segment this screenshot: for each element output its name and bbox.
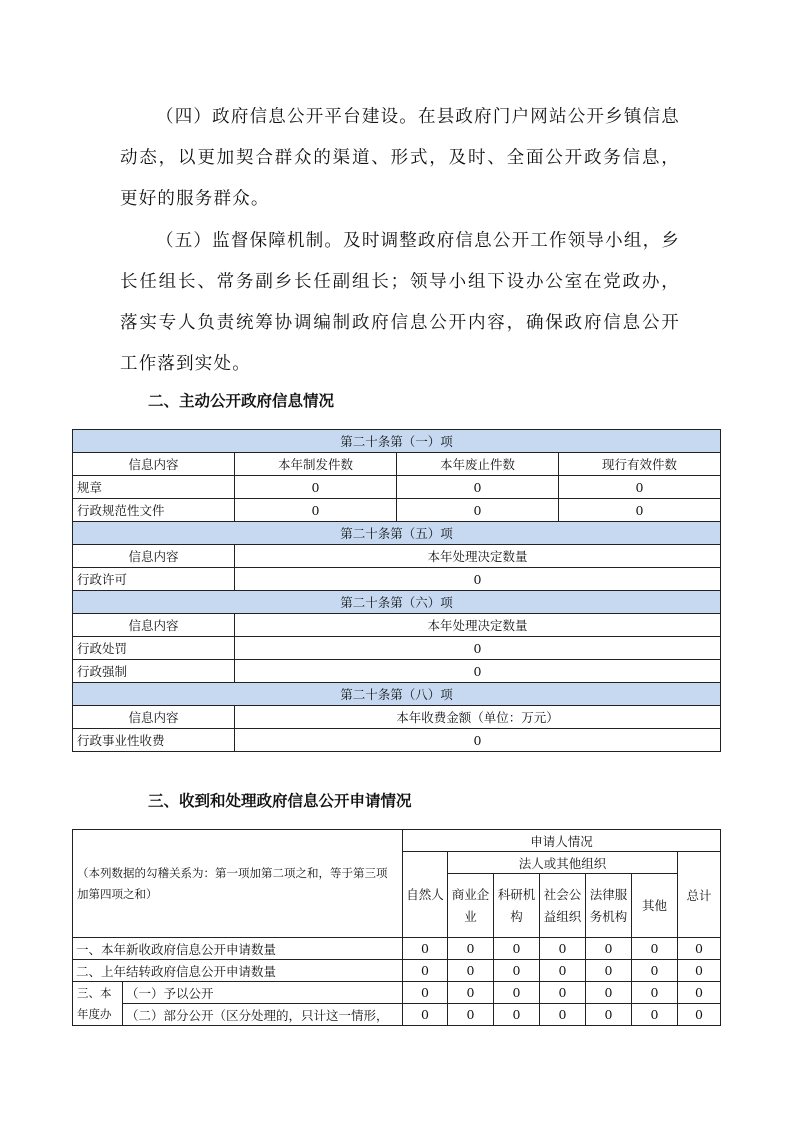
- cell-value: 0: [678, 960, 721, 982]
- cell-value: 0: [678, 982, 721, 1004]
- cell-value: 0: [235, 660, 721, 683]
- col-header: 其他: [632, 874, 678, 938]
- reconciliation-note: （本列数据的勾稽关系为：第一项加第二项之和，等于第三项加第四项之和）: [73, 830, 403, 938]
- cell-value: 0: [235, 499, 397, 522]
- col-header: 商业企业: [448, 874, 494, 938]
- row-label: 行政规范性文件: [73, 499, 235, 522]
- table-row: [73, 476, 721, 499]
- cell-value: 0: [397, 499, 559, 522]
- table-row: [73, 660, 721, 683]
- cell-value: 0: [494, 938, 540, 960]
- cell-value: 0: [403, 1004, 448, 1026]
- cell-value: 0: [559, 499, 721, 522]
- legal-org-header: 法人或其他组织: [448, 852, 678, 874]
- cell-value: 0: [540, 1004, 586, 1026]
- cell-value: 0: [586, 938, 632, 960]
- row-label: 规章: [73, 476, 235, 499]
- col-header: 本年制发件数: [235, 453, 397, 476]
- table-row: [73, 938, 721, 960]
- table-row: [73, 568, 721, 591]
- cell-value: 0: [678, 938, 721, 960]
- cell-value: 0: [540, 982, 586, 1004]
- row-label: 行政处罚: [73, 637, 235, 660]
- col-header: 信息内容: [73, 614, 235, 637]
- table-row: [73, 982, 721, 1004]
- cell-value: 0: [632, 960, 678, 982]
- row-label: 二、上年结转政府信息公开申请数量: [73, 960, 403, 982]
- application-table: [72, 829, 721, 1026]
- row-group-label: 三、本年度办: [73, 982, 123, 1026]
- col-header: 本年废止件数: [397, 453, 559, 476]
- table-row: [73, 729, 721, 752]
- cell-value: 0: [632, 938, 678, 960]
- cell-value: 0: [448, 938, 494, 960]
- section-title: 第二十条第（一）项: [73, 430, 721, 453]
- cell-value: 0: [403, 938, 448, 960]
- cell-value: 0: [586, 982, 632, 1004]
- cell-value: 0: [235, 729, 721, 752]
- cell-value: 0: [403, 982, 448, 1004]
- total-header: 总计: [678, 852, 721, 938]
- cell-value: 0: [678, 1004, 721, 1026]
- row-label: 行政事业性收费: [73, 729, 235, 752]
- row-label: （二）部分公开（区分处理的，只计这一情形，: [123, 1004, 403, 1026]
- table-row: [73, 1004, 721, 1026]
- section2-heading: 二、主动公开政府信息情况: [148, 392, 335, 410]
- cell-value: 0: [586, 1004, 632, 1026]
- paragraph-supervision: （五）监督保障机制。及时调整政府信息公开工作领导小组，乡长任组长、常务副乡长任副组长；领导小组下设办公室在党政办，落实专人负责统筹协调编制政府信息公开内容，确保政府信息公开工作落到实处。: [120, 231, 680, 374]
- col-header: 信息内容: [73, 706, 235, 729]
- cell-value: 0: [494, 1004, 540, 1026]
- cell-value: 0: [235, 476, 397, 499]
- row-label: 行政强制: [73, 660, 235, 683]
- col-header: 本年处理决定数量: [235, 614, 721, 637]
- cell-value: 0: [494, 982, 540, 1004]
- col-header: 科研机构: [494, 874, 540, 938]
- cell-value: 0: [448, 1004, 494, 1026]
- applicant-header: 申请人情况: [403, 830, 721, 852]
- section3-heading: 三、收到和处理政府信息公开申请情况: [148, 792, 412, 810]
- col-header: 现行有效件数: [559, 453, 721, 476]
- col-header: 信息内容: [73, 453, 235, 476]
- col-header: 信息内容: [73, 545, 235, 568]
- table-row: [73, 499, 721, 522]
- cell-value: 0: [448, 960, 494, 982]
- paragraph-platform: （四）政府信息公开平台建设。在县政府门户网站公开乡镇信息动态，以更加契合群众的渠道、形式，及时、全面公开政务信息，更好的服务群众。: [120, 107, 680, 209]
- table-row: [73, 960, 721, 982]
- section-title: 第二十条第（六）项: [73, 591, 721, 614]
- col-header: 本年处理决定数量: [235, 545, 721, 568]
- col-header: 社会公益组织: [540, 874, 586, 938]
- cell-value: 0: [540, 938, 586, 960]
- proactive-disclosure-table: [72, 429, 721, 752]
- cell-value: 0: [448, 982, 494, 1004]
- cell-value: 0: [632, 1004, 678, 1026]
- cell-value: 0: [403, 960, 448, 982]
- section-title: 第二十条第（五）项: [73, 522, 721, 545]
- table-row: [73, 637, 721, 660]
- row-label: 行政许可: [73, 568, 235, 591]
- cell-value: 0: [494, 960, 540, 982]
- cell-value: 0: [235, 637, 721, 660]
- cell-value: 0: [586, 960, 632, 982]
- col-header: 法律服务机构: [586, 874, 632, 938]
- row-label: （一）予以公开: [123, 982, 403, 1004]
- col-header: 本年收费金额（单位：万元）: [235, 706, 721, 729]
- section-title: 第二十条第（八）项: [73, 683, 721, 706]
- cell-value: 0: [540, 960, 586, 982]
- cell-value: 0: [559, 476, 721, 499]
- cell-value: 0: [235, 568, 721, 591]
- cell-value: 0: [397, 476, 559, 499]
- natural-person-header: 自然人: [403, 852, 448, 938]
- cell-value: 0: [632, 982, 678, 1004]
- row-label: 一、本年新收政府信息公开申请数量: [73, 938, 403, 960]
